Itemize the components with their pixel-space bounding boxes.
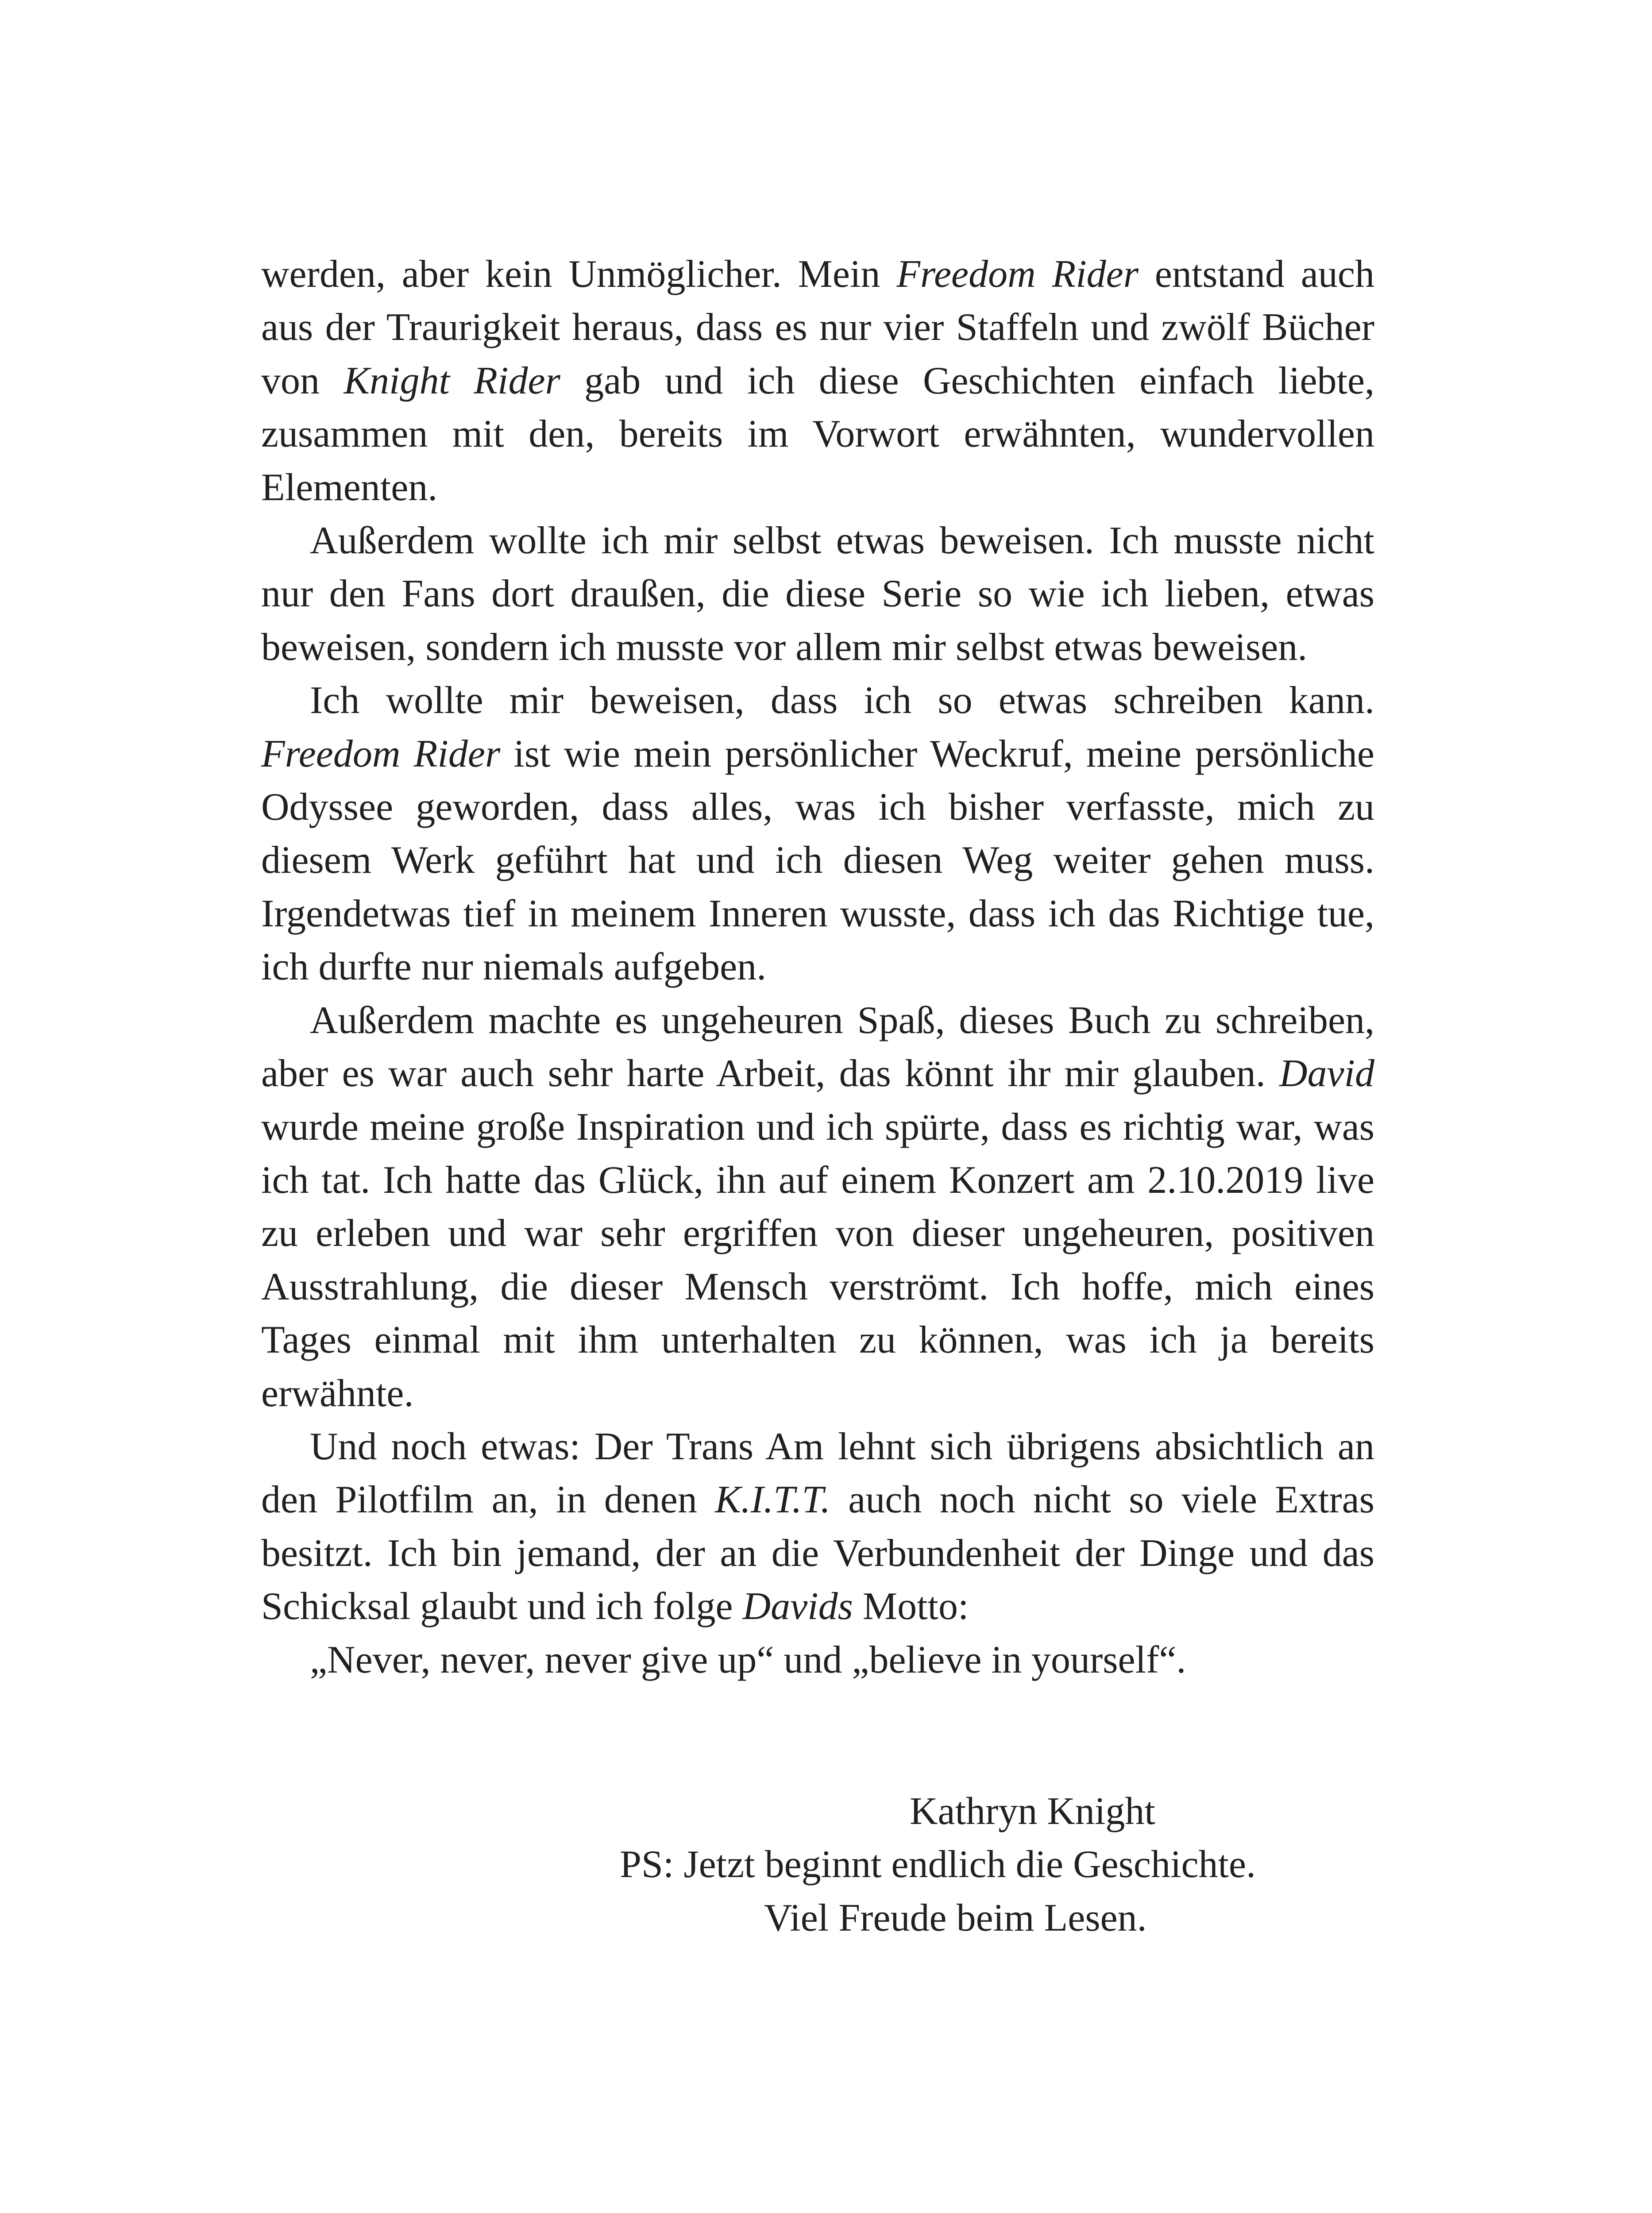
text-run: entstand auch aus der Traurigkeit heraus, dass es nur vier Staffeln und zwölf Bücher von [261, 253, 1374, 402]
name-david: David [1279, 1052, 1374, 1095]
closing-wish: Viel Freude beim Lesen. [764, 1896, 1147, 1939]
paragraph-3 [261, 674, 1374, 994]
text-run: auch noch nicht so viele Extras besitzt. Ich bin jemand, der an die Verbundenheit der Dinge und das Schicksal glaubt und ich folge [261, 1478, 1374, 1628]
text-run: werden, aber kein Unmöglicher. Mein [261, 253, 897, 296]
paragraph-1 [261, 248, 1374, 514]
body-text [261, 248, 1374, 1687]
text-run: Ich wollte mir beweisen, dass ich so etwas schreiben kann. [310, 679, 1374, 722]
author-name: Kathryn Knight [910, 1790, 1155, 1833]
postscript: PS: Jetzt beginnt endlich die Geschichte. [620, 1843, 1256, 1886]
paragraph-4 [261, 994, 1374, 1420]
paragraph-5 [261, 1420, 1374, 1634]
text-run: wurde meine große Inspiration und ich spürte, dass es richtig war, was ich tat. Ich hatte das Glück, ihn auf einem Konzert am 2.10.2019 live zu erleben und war sehr ergriffen von dieser ungeheuren, positiven Ausstrahlung, die dieser Mensch verströmt. Ich hoffe, mich eines Tages einmal mit ihm unterhalten zu können, was ich ja bereits erwähnte. [261, 1105, 1374, 1415]
paragraph-2 [261, 514, 1374, 674]
text-run: Außerdem machte es ungeheuren Spaß, dieses Buch zu schreiben, aber es war auch sehr harte Arbeit, das könnt ihr mir glauben. [261, 999, 1374, 1095]
text-run: gab und ich diese Geschichten einfach liebte, zusammen mit den, bereits im Vorwort erwähnten, wundervollen Elementen. [261, 359, 1375, 509]
text-run: ist wie mein persönlicher Weckruf, meine persönliche Odyssee geworden, dass alles, was ich bisher verfasste, mich zu diesem Werk geführt hat und ich diesen Weg weiter gehen muss. Irgendetwas tief in meinem Inneren wusste, dass ich das Richtige tue, ich durfte nur niemals aufgeben. [261, 732, 1374, 989]
text-run: Und noch etwas: Der Trans Am lehnt sich übrigens absichtlich an den Pilotfilm an, in denen [261, 1425, 1374, 1522]
name-davids: Davids [742, 1585, 853, 1628]
series-title-knight-rider: Knight Rider [344, 359, 560, 402]
text-run: Motto: [853, 1585, 969, 1628]
signature-block [620, 1785, 1505, 1945]
book-title-freedom-rider: Freedom Rider [261, 732, 501, 775]
paragraph-motto [261, 1634, 1374, 1687]
book-title-freedom-rider: Freedom Rider [896, 253, 1139, 296]
motto-quote: „Never, never, never give up“ und „believe in yourself“. [310, 1638, 1186, 1681]
name-kitt: K.I.T.T. [715, 1478, 830, 1522]
text-run: Außerdem wollte ich mir selbst etwas beweisen. Ich musste nicht nur den Fans dort draußen, die diese Serie so wie ich lieben, etwas beweisen, sondern ich musste vor allem mir selbst etwas beweisen. [261, 519, 1374, 669]
